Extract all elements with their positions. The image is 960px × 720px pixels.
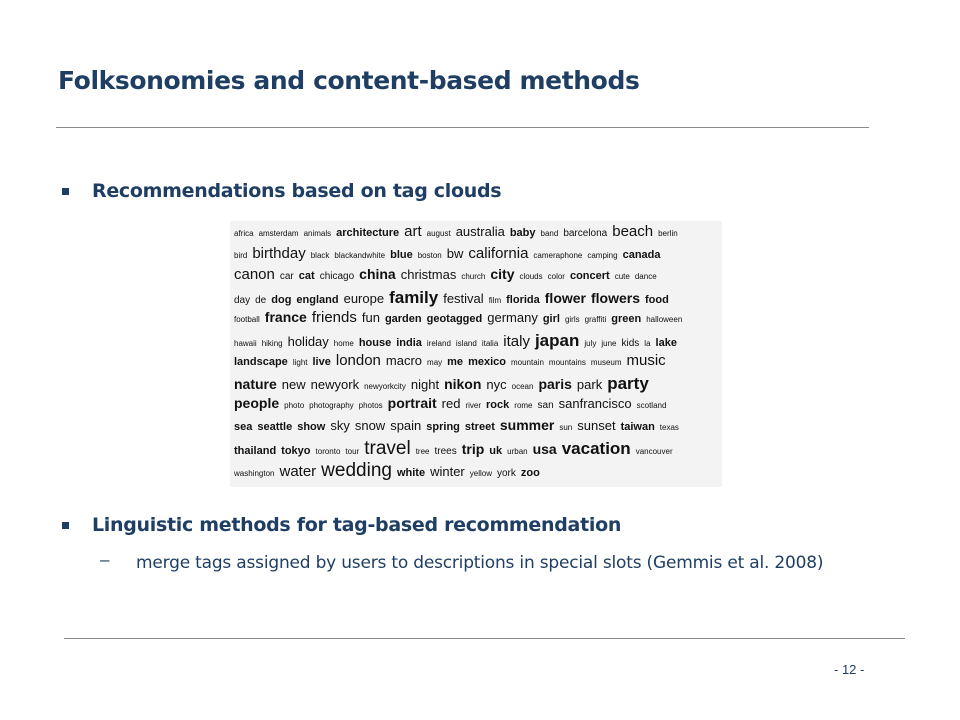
tag-cloud-word: california: [468, 245, 529, 262]
tag-cloud-word: europe: [343, 290, 385, 306]
tag-cloud-line: [234, 310, 718, 332]
tag-cloud-word: show: [297, 420, 326, 433]
tag-cloud-word: chicago: [319, 271, 355, 282]
tag-cloud-word: san: [537, 400, 554, 411]
tag-cloud-word: july: [584, 338, 597, 348]
tag-cloud-word: rome: [514, 401, 533, 410]
tag-cloud-word: mountains: [548, 358, 586, 367]
tag-cloud-word: clouds: [519, 272, 543, 281]
tag-cloud-word: christmas: [400, 267, 457, 282]
tag-cloud-word: house: [358, 336, 392, 349]
tag-cloud-word: germany: [487, 310, 538, 325]
tag-cloud-word: city: [490, 267, 515, 282]
tag-cloud-word: travel: [364, 439, 411, 459]
tag-cloud-word: night: [410, 376, 440, 392]
tag-cloud-word: trip: [461, 441, 485, 457]
tag-cloud-word: new: [281, 376, 306, 392]
tag-cloud-word: ireland: [426, 338, 451, 348]
tag-cloud-word: girls: [564, 315, 580, 324]
tag-cloud-word: sunset: [577, 417, 616, 433]
tag-cloud-word: florida: [506, 293, 540, 306]
tag-cloud-word: africa: [234, 229, 254, 238]
tag-cloud-line: [234, 418, 718, 440]
tag-cloud-word: animals: [303, 229, 332, 238]
tag-cloud-line: [234, 461, 718, 483]
tag-cloud-word: day: [234, 294, 251, 306]
bullet-text: Linguistic methods for tag-based recommendation: [92, 514, 622, 536]
bullet-tag-clouds: [62, 180, 501, 202]
tag-cloud-word: nyc: [486, 376, 507, 392]
tag-cloud-word: film: [488, 295, 502, 305]
tag-cloud-word: spain: [390, 417, 422, 433]
tag-cloud-word: me: [447, 356, 464, 368]
tag-cloud-word: boston: [417, 250, 442, 260]
tag-cloud-word: garden: [384, 313, 422, 325]
tag-cloud-word: seattle: [257, 420, 293, 433]
tag-cloud-word: home: [333, 338, 354, 348]
tag-cloud-word: football: [234, 315, 260, 324]
tag-cloud-word: canon: [234, 267, 275, 283]
tag-cloud-word: england: [296, 293, 339, 306]
tag-cloud-word: newyork: [310, 376, 360, 392]
tag-cloud-word: music: [626, 353, 666, 369]
tag-cloud-word: japan: [534, 331, 580, 350]
tag-cloud-word: museum: [590, 358, 622, 367]
page-number: - 12 -: [834, 662, 865, 677]
tag-cloud-word: zoo: [520, 466, 540, 479]
sub-bullet-text: merge tags assigned by users to descriptions in special slots (Gemmis et al. 2008): [136, 553, 824, 573]
tag-cloud-word: mexico: [468, 356, 506, 368]
tag-cloud-word: china: [359, 267, 396, 282]
tag-cloud-word: newyorkcity: [364, 381, 406, 391]
tag-cloud-word: graffiti: [584, 315, 607, 324]
tag-cloud-word: photo: [284, 401, 305, 410]
tag-cloud-word: cute: [614, 272, 630, 281]
tag-cloud-word: park: [576, 376, 603, 392]
tag-cloud-word: sky: [330, 417, 350, 433]
tag-cloud-word: winter: [430, 463, 465, 479]
tag-cloud-word: street: [464, 420, 495, 433]
tag-cloud-word: festival: [443, 290, 484, 306]
tag-cloud-word: color: [547, 272, 565, 281]
tag-cloud-word: church: [461, 272, 486, 281]
tag-cloud-word: la: [644, 338, 651, 348]
tag-cloud-word: architecture: [336, 227, 400, 239]
tag-cloud-word: sanfrancisco: [558, 396, 632, 411]
tag-cloud-word: flowers: [591, 289, 641, 306]
tag-cloud-word: france: [264, 310, 307, 325]
tag-cloud-word: thailand: [234, 445, 277, 457]
tag-cloud-word: blackandwhite: [334, 250, 386, 260]
tag-cloud-word: family: [389, 288, 439, 307]
tag-cloud-word: urban: [507, 447, 528, 456]
tag-cloud-word: scotland: [636, 401, 667, 410]
tag-cloud-line: [234, 224, 718, 246]
tag-cloud-word: de: [255, 294, 267, 306]
bullet-linguistic-methods: [62, 514, 621, 536]
tag-cloud-word: live: [312, 356, 331, 368]
tag-cloud-word: blue: [390, 248, 413, 261]
tag-cloud-word: baby: [509, 227, 536, 239]
tag-cloud-word: tree: [415, 447, 430, 456]
tag-cloud-word: photos: [358, 401, 383, 410]
tag-cloud-word: tokyo: [281, 445, 311, 457]
tag-cloud-word: berlin: [658, 229, 678, 238]
tag-cloud-word: sea: [234, 420, 253, 433]
tag-cloud-word: river: [465, 401, 482, 410]
tag-cloud-word: band: [540, 229, 559, 238]
tag-cloud-word: nature: [234, 375, 277, 392]
tag-cloud-word: india: [396, 336, 422, 349]
tag-cloud-word: texas: [659, 422, 679, 432]
tag-cloud-word: kids: [621, 337, 640, 349]
tag-cloud-word: portrait: [387, 396, 437, 411]
tag-cloud-word: mountain: [510, 358, 544, 367]
square-bullet-icon: [62, 188, 69, 195]
tag-cloud-word: friends: [311, 310, 357, 326]
tag-cloud-word: girl: [542, 313, 560, 325]
tag-cloud-word: london: [335, 353, 381, 369]
tag-cloud-word: cat: [298, 270, 315, 282]
tag-cloud-word: amsterdam: [258, 229, 299, 238]
tag-cloud-word: rock: [486, 399, 510, 411]
tag-cloud-word: dog: [271, 293, 292, 306]
tag-cloud-word: lake: [655, 336, 677, 349]
tag-cloud-word: wedding: [321, 460, 392, 481]
tag-cloud-word: uk: [489, 445, 503, 457]
tag-cloud-word: washington: [234, 468, 275, 478]
tag-cloud-word: summer: [499, 417, 555, 433]
tag-cloud-word: vancouver: [635, 447, 673, 456]
tag-cloud-image: [230, 221, 722, 487]
tag-cloud-word: usa: [532, 441, 557, 457]
tag-cloud-word: green: [611, 313, 642, 325]
bullet-text: Recommendations based on tag clouds: [92, 180, 502, 202]
tag-cloud-word: bird: [234, 250, 248, 260]
tag-cloud-word: toronto: [315, 447, 341, 456]
tag-cloud-line: [234, 439, 718, 461]
tag-cloud-word: art: [404, 224, 422, 240]
tag-cloud-word: hiking: [261, 338, 283, 348]
tag-cloud-word: tour: [345, 447, 360, 456]
tag-cloud-word: ocean: [511, 381, 534, 391]
tag-cloud-word: bw: [446, 245, 464, 261]
tag-cloud-line: [234, 289, 718, 311]
tag-cloud-word: dance: [634, 272, 657, 281]
tag-cloud-line: [234, 353, 718, 375]
tag-cloud-word: cameraphone: [533, 250, 583, 260]
tag-cloud-word: concert: [569, 270, 610, 282]
tag-cloud-word: vacation: [561, 439, 631, 458]
square-bullet-icon: [62, 522, 69, 529]
tag-cloud-word: trees: [434, 446, 457, 457]
title-divider: [56, 127, 869, 128]
tag-cloud-word: geotagged: [426, 313, 483, 325]
tag-cloud-word: snow: [354, 417, 386, 433]
tag-cloud-word: birthday: [252, 245, 306, 262]
tag-cloud-line: [234, 246, 718, 268]
tag-cloud-word: taiwan: [620, 420, 655, 433]
tag-cloud-word: fun: [361, 310, 380, 325]
tag-cloud-word: party: [607, 374, 649, 393]
tag-cloud-word: canada: [622, 248, 661, 261]
tag-cloud-word: italy: [503, 332, 530, 350]
tag-cloud-word: food: [645, 293, 669, 306]
tag-cloud-word: june: [601, 338, 617, 348]
tag-cloud-word: light: [292, 358, 308, 367]
tag-cloud-word: holiday: [287, 333, 329, 349]
tag-cloud-word: may: [427, 358, 443, 367]
tag-cloud-word: august: [426, 229, 451, 238]
tag-cloud-word: island: [455, 338, 477, 348]
tag-cloud-word: australia: [455, 224, 505, 239]
tag-cloud-word: italia: [481, 338, 499, 348]
tag-cloud-line: [234, 332, 718, 354]
tag-cloud-word: hawaii: [234, 338, 257, 348]
tag-cloud-word: paris: [538, 375, 572, 392]
tag-cloud-word: spring: [426, 420, 460, 433]
tag-cloud-line: [234, 267, 718, 289]
tag-cloud-word: white: [396, 466, 426, 479]
tag-cloud-word: camping: [587, 250, 618, 260]
tag-cloud-word: landscape: [234, 356, 288, 368]
tag-cloud-line: [234, 375, 718, 397]
tag-cloud-word: car: [279, 271, 294, 282]
slide-title: Folksonomies and content-based methods: [58, 66, 640, 95]
tag-cloud-word: macro: [385, 353, 423, 368]
tag-cloud-word: yellow: [469, 468, 492, 478]
dash-marker: –: [100, 550, 110, 569]
footer-divider: [64, 638, 905, 639]
tag-cloud-word: halloween: [646, 315, 683, 324]
tag-cloud-word: water: [279, 462, 317, 480]
tag-cloud-word: nikon: [444, 375, 482, 392]
tag-cloud-word: red: [441, 396, 461, 411]
sub-bullet: [100, 550, 880, 576]
tag-cloud-word: black: [310, 250, 330, 260]
tag-cloud-word: people: [234, 396, 280, 411]
tag-cloud-word: sun: [559, 422, 573, 432]
tag-cloud-word: barcelona: [563, 228, 608, 239]
tag-cloud-word: photography: [309, 401, 354, 410]
tag-cloud-word: beach: [612, 224, 654, 240]
tag-cloud-word: flower: [544, 289, 586, 306]
tag-cloud-line: [234, 396, 718, 418]
tag-cloud-word: york: [497, 467, 516, 479]
